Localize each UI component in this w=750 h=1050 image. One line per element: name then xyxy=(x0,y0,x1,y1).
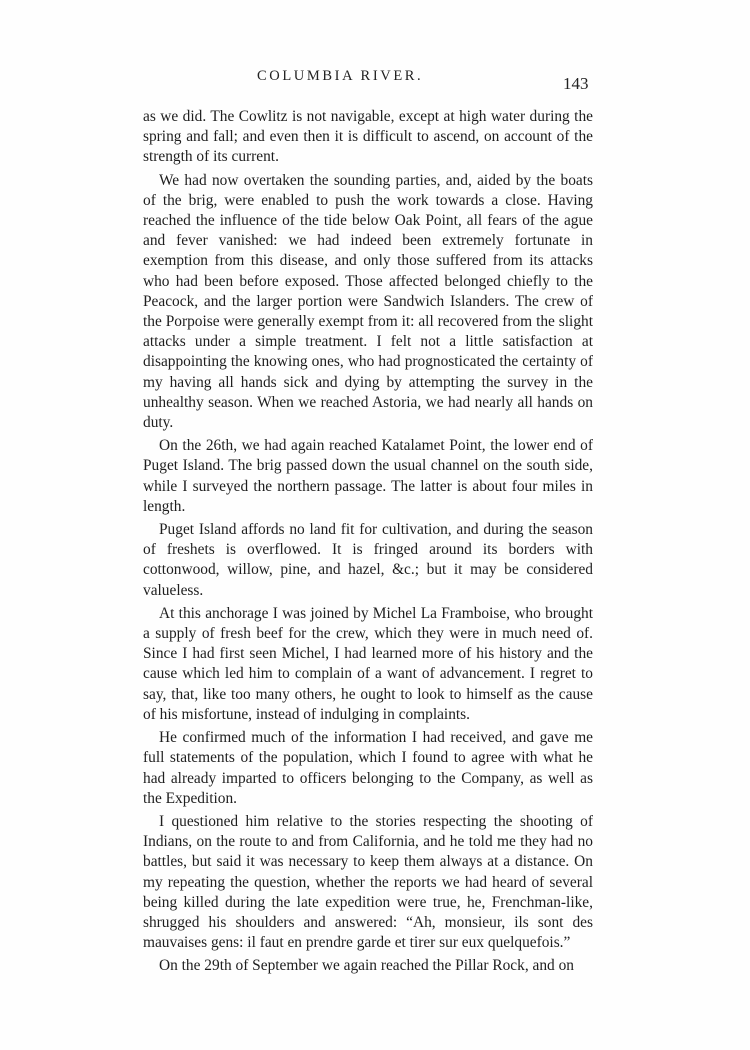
paragraph-puget-island: Puget Island affords no land fit for cultivation, and during the season of freshets is overflowed. It is fringed around its borders with cottonwood, willow, pine, and hazel, &c.; but it may be considered valueless. xyxy=(143,521,593,599)
paragraph-katalamet-point: On the 26th, we had again reached Katalamet Point, the lower end of Puget Island. The brig passed down the usual channel on the south side, while I surveyed the northern passage. The latter is about four miles in length. xyxy=(143,437,593,515)
running-head-title: COLUMBIA RIVER. xyxy=(257,68,424,84)
paragraph-michel-la-framboise: At this anchorage I was joined by Michel La Framboise, who brought a supply of fresh beef for the crew, which they were in much need of. Since I had first seen Michel, I had learned more of his history and the cause which led him to complain of a want of advancement. I regret to say, that, like too many others, he ought to look to himself as the cause of his misfortune, instead of indulging in complaints. xyxy=(143,604,593,723)
page-number: 143 xyxy=(563,74,589,93)
body-text xyxy=(143,107,593,977)
paragraph-continuation: as we did. The Cowlitz is not navigable, except at high water during the spring and fall; and even then it is difficult to ascend, on account of the strength of its current. xyxy=(143,108,593,166)
paragraph-shooting-of-indians: I questioned him relative to the stories respecting the shooting of Indians, on the route to and from California, and he told me they had no battles, but said it was necessary to keep them always at a distance. On my repeating the question, whether the reports we had heard of several being killed during the late expedition were true, he, Frenchman-like, shrugged his shoulders and answered: “Ah, monsieur, ils sont des mauvaises gens: il faut en prendre garde et tirer sur eux quelquefois.” xyxy=(143,812,593,952)
paragraph-pillar-rock: On the 29th of September we again reached the Pillar Rock, and on xyxy=(159,957,574,975)
paragraph-population-statements: He confirmed much of the information I had received, and gave me full statements of the population, which I found to agree with what he had already imparted to officers belonging to the Company, as well as the Expedition. xyxy=(143,729,593,807)
paragraph-sounding-parties: We had now overtaken the sounding parties, and, aided by the boats of the brig, were enabled to push the work towards a close. Having reached the influence of the tide below Oak Point, all fears of the ague and fever vanished: we had indeed been extremely fortunate in exemption from this disease, and only those suffered from its attacks who had been before exposed. Those affected belonged chiefly to the Peacock, and the larger portion were Sandwich Islanders. The crew of the Porpoise were generally exempt from it: all recovered from the slight attacks under a simple treatment. I felt not a little satisfaction at disappointing the knowing ones, who had prognosticated the certainty of my having all hands sick and dying by attempting the survey in the unhealthy season. When we reached Astoria, we had nearly all hands on duty. xyxy=(143,171,593,432)
